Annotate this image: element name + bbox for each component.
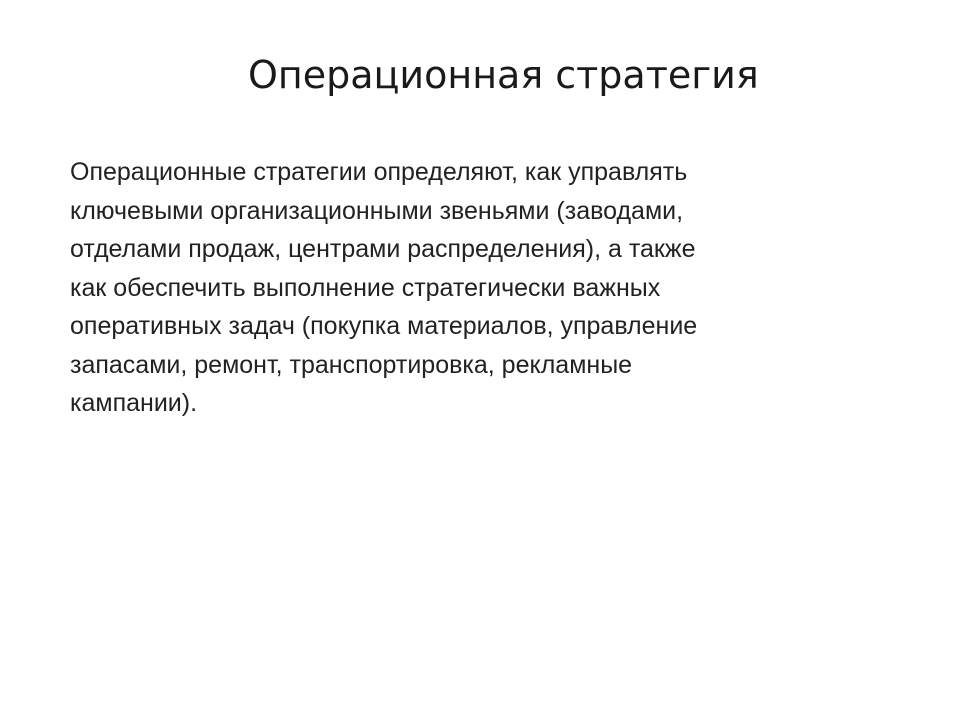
body-line: кампании). xyxy=(70,389,198,417)
body-line: отделами продаж, центрами распределения), а также xyxy=(70,235,696,263)
body-line: оперативных задач (покупка материалов, управление xyxy=(70,312,698,340)
body-line: ключевыми организационными звеньями (заводами, xyxy=(70,196,684,225)
body-line: запасами, ремонт, транспортировка, рекламные xyxy=(70,350,633,379)
slide-body-text xyxy=(70,153,900,423)
body-line: Операционные стратегии определяют, как управлять xyxy=(70,158,688,186)
slide-title: Операционная стратегия xyxy=(248,53,759,97)
body-line: как обеспечить выполнение стратегически важных xyxy=(70,273,661,302)
